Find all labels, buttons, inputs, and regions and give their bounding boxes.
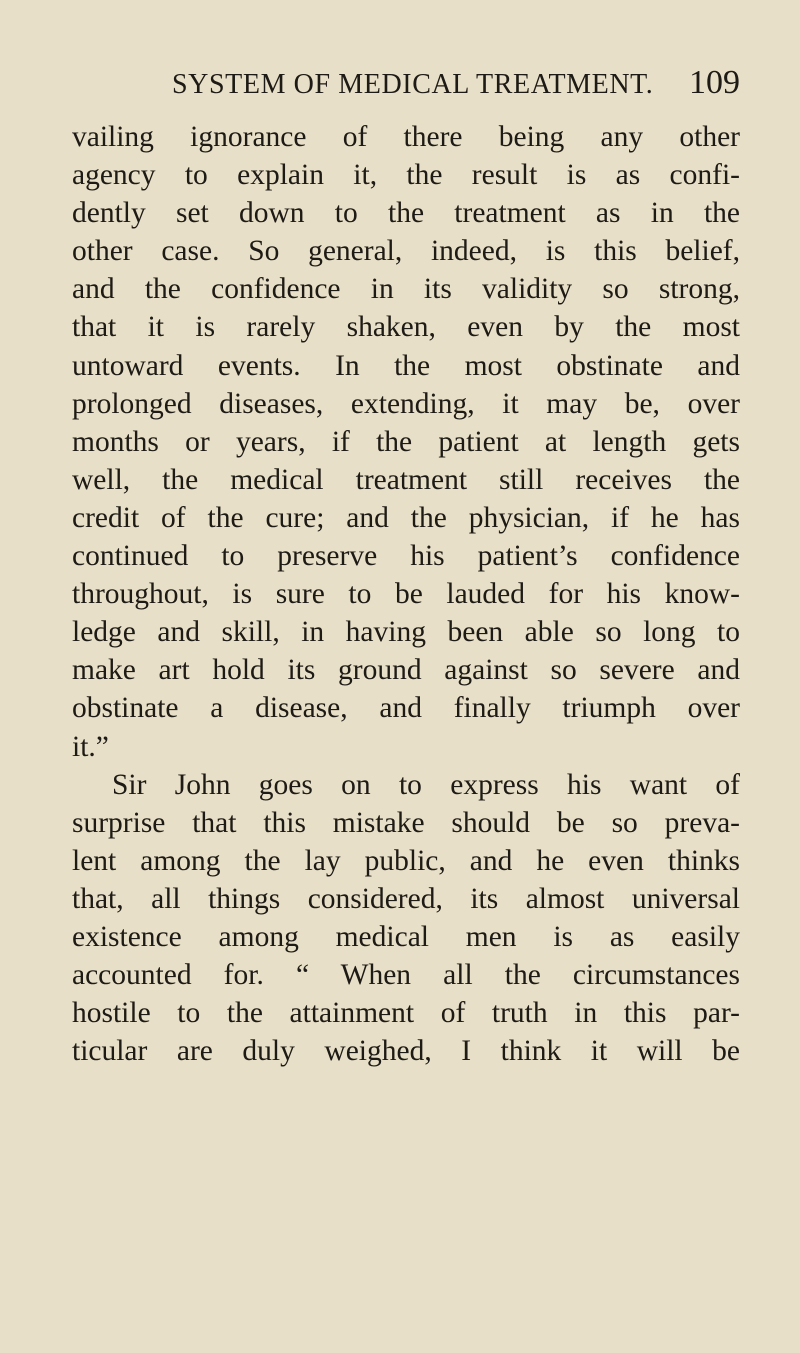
text-line: dently set down to the treatment as in the <box>72 197 740 230</box>
text-line: ledge and skill, in having been able so long to <box>72 616 740 649</box>
text-line: prolonged diseases, extending, it may be, over <box>72 387 740 420</box>
text-line: continued to preserve his patient’s confidence <box>72 540 740 573</box>
text-line: credit of the cure; and the physician, if he has <box>72 501 740 534</box>
text-line: make art hold its ground against so severe and <box>72 654 740 687</box>
text-line: other case. So general, indeed, is this belief, <box>72 235 740 268</box>
text-line: obstinate a disease, and finally triumph over <box>72 692 740 725</box>
paragraph-start-line: Sir John goes on to express his want of <box>112 768 740 801</box>
text-line: that it is rarely shaken, even by the most <box>72 311 740 344</box>
running-title: SYSTEM OF MEDICAL TREATMENT. <box>172 69 654 100</box>
text-line: throughout, is sure to be lauded for his know- <box>72 578 740 611</box>
text-line: agency to explain it, the result is as confi- <box>72 159 740 192</box>
text-line: ticular are duly weighed, I think it will be <box>72 1035 740 1068</box>
body-text <box>72 118 740 1070</box>
page-header <box>172 64 740 108</box>
text-line: well, the medical treatment still receives the <box>72 463 740 496</box>
text-line: that, all things considered, its almost universal <box>72 882 740 915</box>
text-line: hostile to the attainment of truth in this par- <box>72 997 740 1030</box>
text-line: surprise that this mistake should be so preva- <box>72 806 740 839</box>
text-line: accounted for. “ When all the circumstances <box>72 959 740 992</box>
text-line: existence among medical men is as easily <box>72 920 740 953</box>
text-line: it.” <box>72 730 109 763</box>
text-line: vailing ignorance of there being any other <box>72 121 740 153</box>
text-line: months or years, if the patient at length gets <box>72 425 740 458</box>
text-line: untoward events. In the most obstinate and <box>72 349 740 382</box>
text-line: and the confidence in its validity so strong, <box>72 273 740 306</box>
page-number: 109 <box>689 64 740 101</box>
text-line: lent among the lay public, and he even thinks <box>72 844 740 877</box>
